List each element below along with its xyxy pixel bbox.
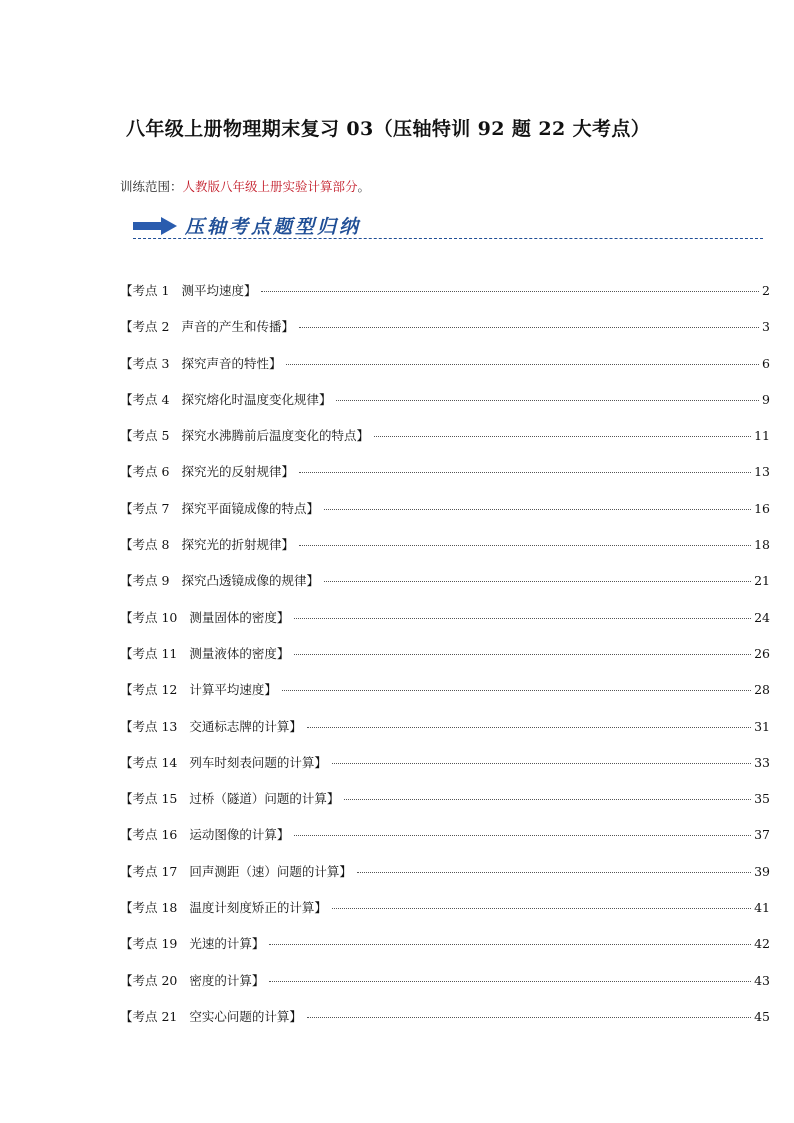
- toc-dot-leader: [336, 400, 759, 401]
- toc-page-number: 6: [762, 355, 770, 371]
- scope-label: 训练范围：: [120, 179, 183, 194]
- toc-entry[interactable]: [120, 354, 770, 390]
- arrow-right-icon: [133, 217, 177, 235]
- toc-entry-code: 【考点 16: [120, 827, 178, 843]
- toc-entry[interactable]: [120, 753, 770, 789]
- toc-entry[interactable]: [120, 499, 770, 535]
- toc-entry-code: 【考点 4: [120, 391, 170, 407]
- toc-entry-title: 列车时刻表问题的计算】: [189, 754, 327, 770]
- toc-entry-title: 探究水沸腾前后温度变化的特点】: [181, 428, 369, 444]
- toc-entry-code: 【考点 13: [120, 718, 178, 734]
- banner-divider: [133, 238, 763, 239]
- banner-heading: 压轴考点题型归纳: [185, 216, 362, 238]
- toc-entry-code: 【考点 15: [120, 791, 178, 807]
- toc-page-number: 16: [754, 500, 770, 516]
- toc-dot-leader: [299, 327, 759, 328]
- toc-page-number: 26: [754, 645, 770, 661]
- toc-page-number: 33: [754, 754, 770, 770]
- toc-entry-title: 探究熔化时温度变化规律】: [181, 391, 332, 407]
- toc-entry[interactable]: [120, 571, 770, 607]
- toc-page-number: 3: [762, 319, 770, 335]
- toc-entry[interactable]: [120, 825, 770, 861]
- toc-page-number: 9: [762, 391, 770, 407]
- toc-page-number: 43: [754, 972, 770, 988]
- toc-entry-title: 探究声音的特性】: [181, 355, 282, 371]
- toc-dot-leader: [299, 472, 751, 473]
- toc-entry[interactable]: [120, 1007, 770, 1043]
- toc-entry[interactable]: [120, 898, 770, 934]
- toc-dot-leader: [261, 291, 759, 292]
- toc-page-number: 28: [754, 682, 770, 698]
- toc-entry-title: 测平均速度】: [181, 283, 257, 298]
- toc-entry-title: 空实心问题的计算】: [189, 1008, 302, 1024]
- toc-dot-leader: [307, 727, 751, 728]
- toc-page-number: 37: [754, 827, 770, 843]
- toc-entry-title: 探究平面镜成像的特点】: [181, 500, 319, 516]
- toc-page-number: 18: [754, 537, 770, 553]
- toc-entry-code: 【考点 5: [120, 428, 170, 444]
- page-title: 八年级上册物理期末复习 03（压轴特训 92 题 22 大考点）: [126, 118, 651, 140]
- toc-page-number: 42: [754, 936, 770, 952]
- toc-dot-leader: [344, 799, 751, 800]
- toc-entry-title: 光速的计算】: [189, 936, 265, 952]
- toc-entry-title: 温度计刻度矫正的计算】: [189, 900, 327, 916]
- toc-entry-title: 交通标志牌的计算】: [189, 718, 302, 734]
- toc-entry-code: 【考点 19: [120, 936, 178, 952]
- toc-entry-code: 【考点 20: [120, 972, 178, 988]
- toc-entry-code: 【考点 18: [120, 900, 178, 916]
- toc-dot-leader: [269, 944, 751, 945]
- toc-dot-leader: [374, 436, 751, 437]
- toc-entry[interactable]: [120, 680, 770, 716]
- toc-entry-title: 声音的产生和传播】: [181, 319, 294, 335]
- toc-page-number: 11: [754, 428, 770, 444]
- toc-entry[interactable]: [120, 789, 770, 825]
- toc-page-number: 35: [754, 791, 770, 807]
- toc-dot-leader: [307, 1017, 751, 1018]
- toc-dot-leader: [282, 690, 751, 691]
- toc-entry-code: 【考点 9: [120, 573, 170, 589]
- toc-entry[interactable]: [120, 317, 770, 353]
- toc-page-number: 21: [754, 573, 770, 589]
- toc-dot-leader: [294, 654, 751, 655]
- toc-dot-leader: [299, 545, 751, 546]
- toc-entry-code: 【考点 11: [120, 645, 178, 661]
- toc-page-number: 24: [754, 609, 770, 625]
- toc-entry[interactable]: [120, 462, 770, 498]
- toc-entry-title: 运动图像的计算】: [189, 827, 290, 843]
- toc-dot-leader: [332, 763, 751, 764]
- toc-entry-code: 【考点 7: [120, 500, 170, 516]
- toc-entry-title: 探究光的折射规律】: [181, 537, 294, 553]
- toc-entry[interactable]: [120, 426, 770, 462]
- toc-dot-leader: [357, 872, 751, 873]
- toc-entry[interactable]: [120, 862, 770, 898]
- toc-entry-code: 【考点 12: [120, 682, 178, 698]
- toc-entry[interactable]: [120, 390, 770, 426]
- toc-entry[interactable]: [120, 644, 770, 680]
- toc-entry-title: 探究光的反射规律】: [181, 464, 294, 480]
- toc-dot-leader: [286, 364, 759, 365]
- toc-entry-title: 探究凸透镜成像的规律】: [181, 573, 319, 589]
- section-banner: [133, 212, 763, 242]
- toc-dot-leader: [332, 908, 751, 909]
- toc-dot-leader: [324, 509, 751, 510]
- toc-entry[interactable]: [120, 281, 770, 317]
- toc-dot-leader: [324, 581, 751, 582]
- toc-dot-leader: [294, 618, 751, 619]
- toc-entry[interactable]: [120, 717, 770, 753]
- toc-entry-code: 【考点 17: [120, 863, 178, 879]
- toc-page-number: 13: [754, 464, 770, 480]
- toc-entry[interactable]: [120, 934, 770, 970]
- toc-entry-code: 【考点 6: [120, 464, 170, 480]
- toc-entry[interactable]: [120, 535, 770, 571]
- toc-entry-title: 密度的计算】: [189, 972, 265, 988]
- toc-entry-title: 过桥（隧道）问题的计算】: [189, 791, 340, 807]
- toc-entry-title: 测量液体的密度】: [189, 645, 290, 661]
- toc-entry-code: 【考点 3: [120, 355, 170, 371]
- toc-page-number: 45: [754, 1008, 770, 1024]
- toc-entry-title: 回声测距（速）问题的计算】: [189, 863, 352, 879]
- toc-page-number: 41: [754, 900, 770, 916]
- toc-entry-code: 【考点 21: [120, 1008, 178, 1024]
- toc-entry-code: 【考点 10: [120, 609, 178, 625]
- scope-value: 人教版八年级上册实验计算部分: [182, 179, 358, 194]
- toc-entry-code: 【考点 1: [120, 283, 170, 298]
- toc-entry-title: 计算平均速度】: [189, 682, 277, 698]
- toc-entry[interactable]: [120, 608, 770, 644]
- toc-dot-leader: [294, 835, 751, 836]
- scope-end: 。: [357, 179, 371, 194]
- toc-entry[interactable]: [120, 971, 770, 1007]
- table-of-contents: [120, 281, 770, 1043]
- toc-page-number: 31: [754, 718, 770, 734]
- training-scope: [120, 177, 370, 195]
- toc-entry-code: 【考点 14: [120, 754, 178, 770]
- toc-entry-code: 【考点 8: [120, 537, 170, 553]
- toc-dot-leader: [269, 981, 751, 982]
- toc-entry-code: 【考点 2: [120, 319, 170, 335]
- toc-entry-title: 测量固体的密度】: [189, 609, 290, 625]
- toc-page-number: 39: [754, 863, 770, 879]
- toc-page-number: 2: [762, 283, 770, 298]
